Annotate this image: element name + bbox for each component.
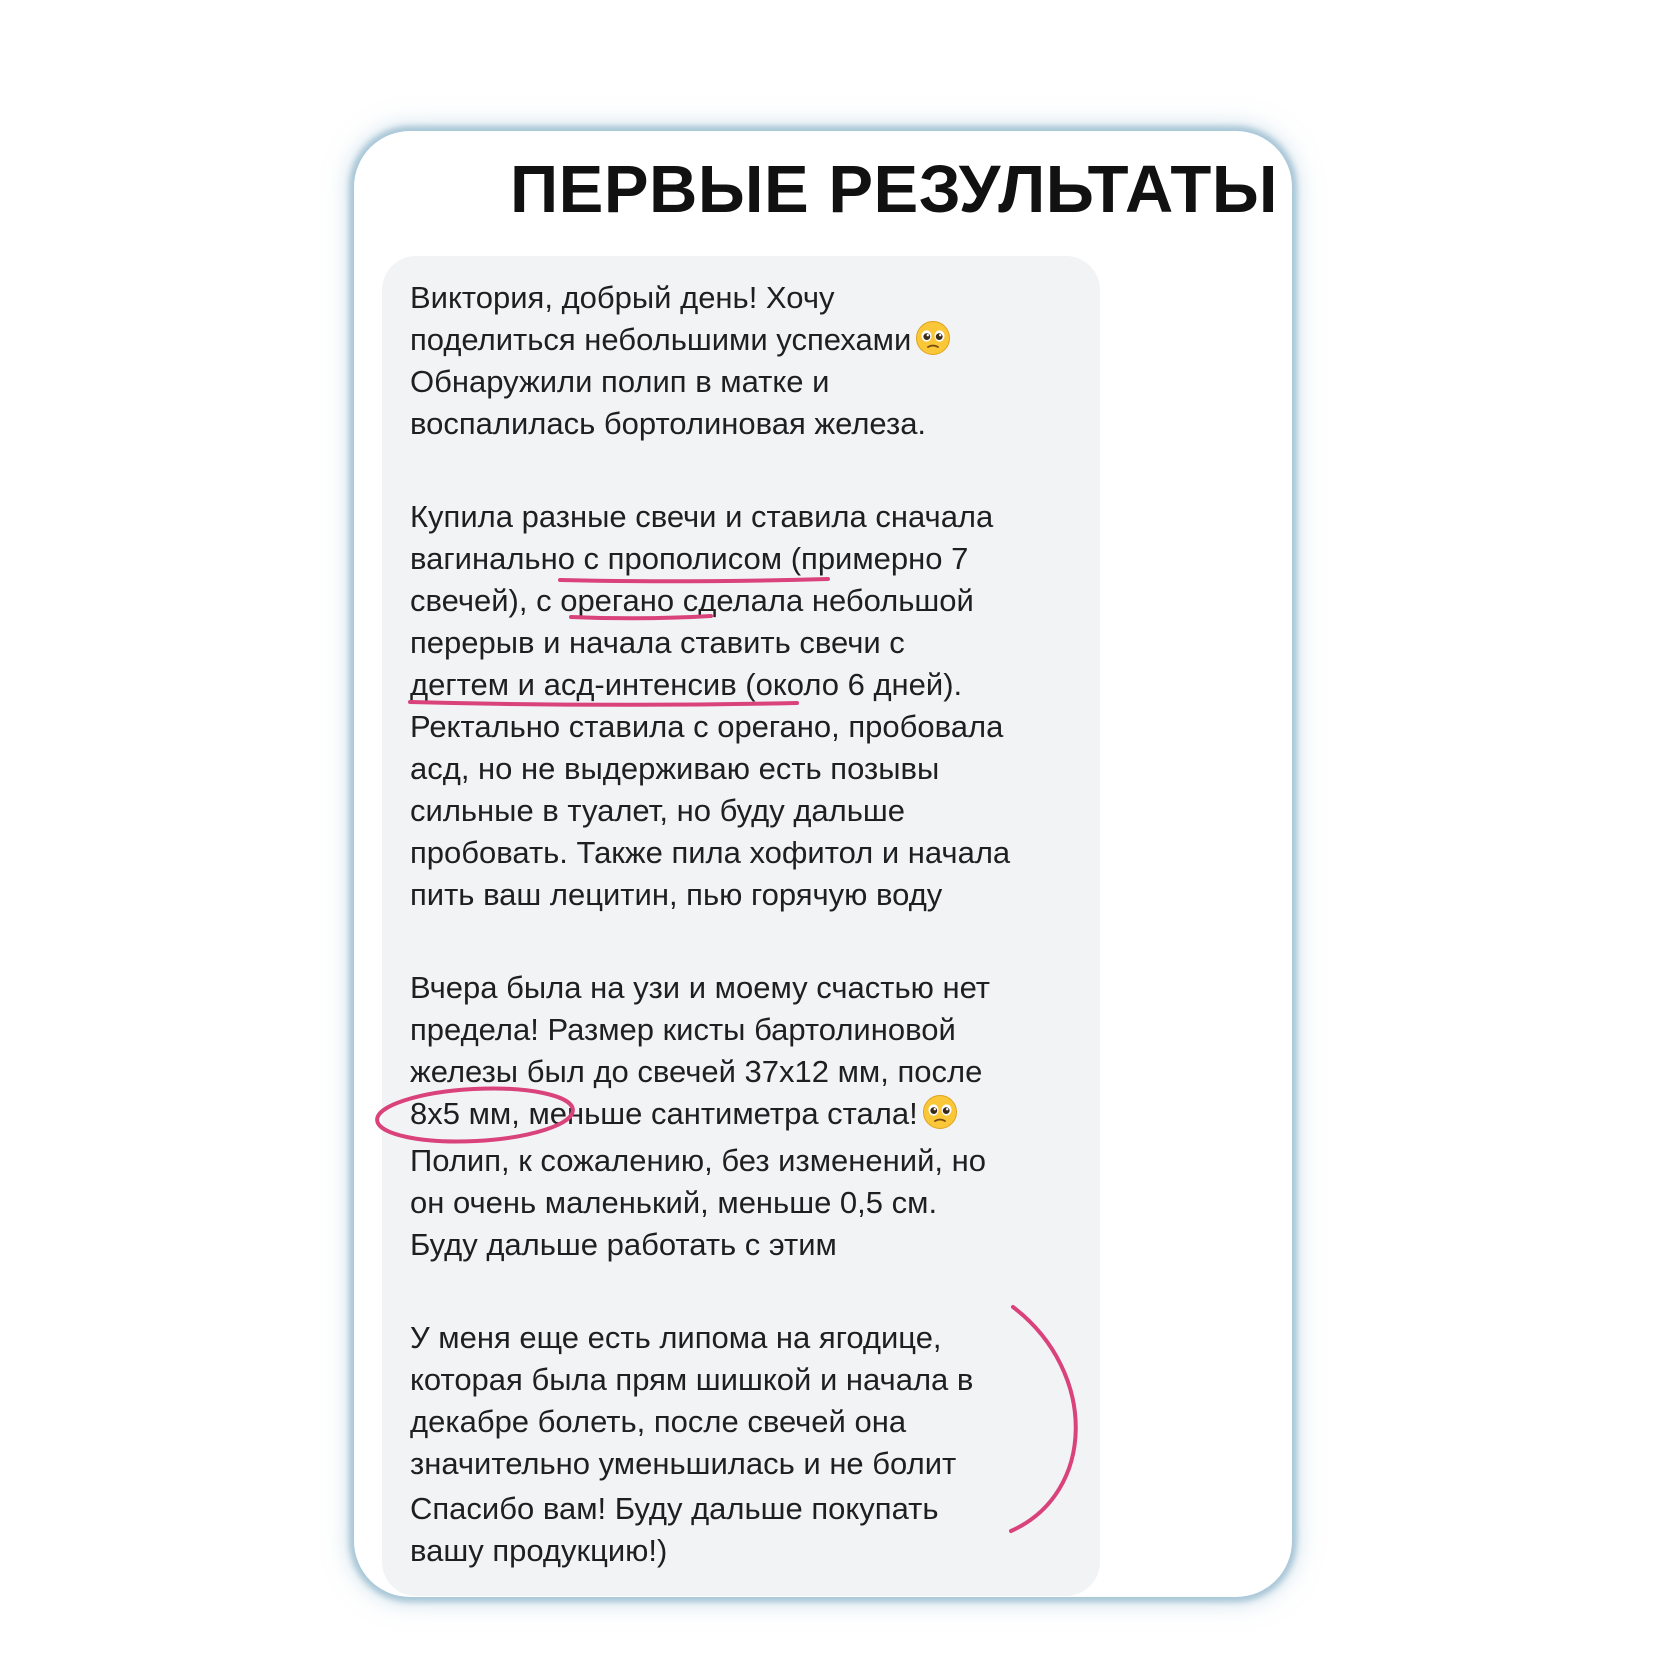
message-line: пробовать. Также пила хофитол и начала: [410, 835, 1011, 870]
message-line-text: поделиться небольшими успехами: [410, 322, 912, 357]
message-line: [410, 320, 951, 360]
pleading-face-emoji-icon: [922, 1094, 958, 1130]
message-line: Вчера была на узи и моему счастью нет: [410, 970, 991, 1005]
message-line: воспалилась бортолиновая железа.: [410, 406, 927, 441]
message-line: Спасибо вам! Буду дальше покупать: [410, 1491, 939, 1526]
message-line: Полип, к сожалению, без изменений, но: [410, 1143, 986, 1178]
message-line: Обнаружили полип в матке и: [410, 364, 830, 399]
message-line: пить ваш лецитин, пью горячую воду: [410, 877, 943, 912]
message-line: значительно уменьшилась и не болит: [410, 1446, 957, 1481]
message-line: Купила разные свечи и ставила сначала: [410, 499, 994, 534]
message-line: предела! Размер кисты бартолиновой: [410, 1012, 956, 1047]
message-line: железы был до свечей 37х12 мм, после: [410, 1054, 983, 1089]
message-line: дегтем и асд-интенсив (около 6 дней).: [410, 667, 963, 702]
message-line: свечей), с орегано сделала небольшой: [410, 583, 974, 618]
message-line: [410, 1094, 958, 1134]
pleading-face-emoji-icon: [915, 320, 951, 356]
message-line: У меня еще есть липома на ягодице,: [410, 1320, 942, 1355]
message-line: декабре болеть, после свечей она: [410, 1404, 907, 1439]
message-line: Виктория, добрый день! Хочу: [410, 280, 835, 315]
message-line-text: 8х5 мм, меньше сантиметра стала!: [410, 1096, 918, 1131]
message-line: он очень маленький, меньше 0,5 см.: [410, 1185, 938, 1220]
message-line: сильные в туалет, но буду дальше: [410, 793, 906, 828]
message-line: перерыв и начала ставить свечи с: [410, 625, 905, 660]
message-line: которая была прям шишкой и начала в: [410, 1362, 974, 1397]
message-line: Буду дальше работать с этим: [410, 1227, 837, 1262]
post-title: ПЕРВЫЕ РЕЗУЛЬТАТЫ: [510, 152, 1278, 227]
message-line: Ректально ставила с орегано, пробовала: [410, 709, 1004, 744]
message-line: вагинально с прополисом (примерно 7: [410, 541, 969, 576]
message-line: асд, но не выдерживаю есть позывы: [410, 751, 940, 786]
message-line: вашу продукцию!): [410, 1533, 668, 1568]
